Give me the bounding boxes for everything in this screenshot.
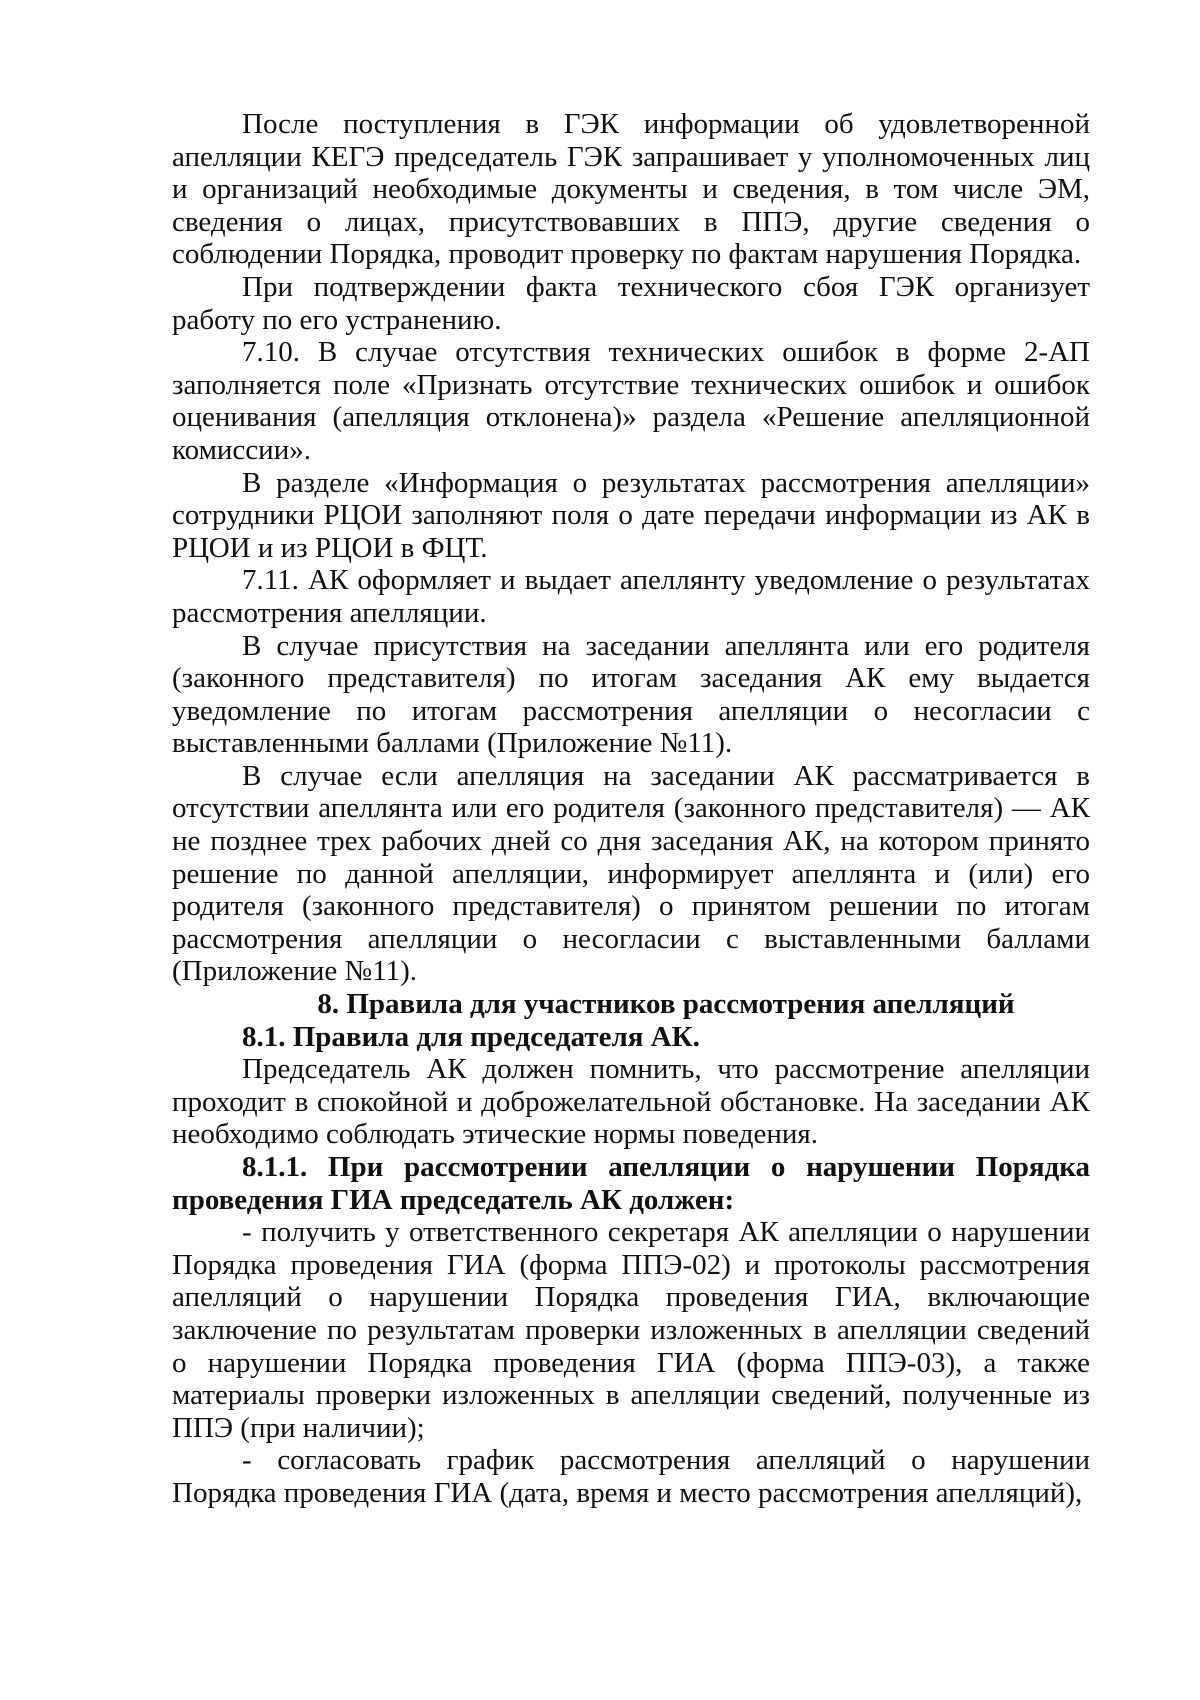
subsection-8-1-1-heading: 8.1.1. При рассмотрении апелляции о нарушении Порядка проведения ГИА председатель АК должен: <box>172 1151 1090 1216</box>
paragraph-absence: В случае если апелляция на заседании АК рассматривается в отсутствии апеллянта или его родителя (законного представителя) — АК не позднее трех рабочих дней со дня заседания АК, на котором принято решение по данной апелляции, информирует апеллянта и (или) его родителя (законного представителя) о принятом решении по итогам рассмотрения апелляции о несогласии с выставленными баллами (Приложение №11). <box>172 759 1090 988</box>
subsection-8-1-text: Председатель АК должен помнить, что рассмотрение апелляции проходит в спокойной и доброжелательной обстановке. На заседании АК необходимо соблюдать этические нормы поведения. <box>172 1053 1090 1151</box>
section-8-heading: 8. Правила для участников рассмотрения апелляций <box>317 988 1015 1021</box>
paragraph-tech-failure: При подтверждении факта технического сбоя ГЭК организует работу по его устранению. <box>172 270 1090 336</box>
paragraph-7-11: 7.11. АК оформляет и выдает апеллянту уведомление о результатах рассмотрения апелляции. <box>172 564 1090 629</box>
list-item-agree-schedule: - согласовать график рассмотрения апелляций о нарушении Порядка проведения ГИА (дата, время и место рассмотрения апелляций), <box>172 1444 1090 1509</box>
subsection-8-1-heading: 8.1. Правила для председателя АК. <box>242 1020 700 1053</box>
paragraph-gek-info: После поступления в ГЭК информации об удовлетворенной апелляции КЕГЭ председатель ГЭК запрашивает у уполномоченных лиц и организаций необходимые документы и сведения, в том числе ЭМ, сведения о лицах, присутствовавших в ППЭ, другие сведения о соблюдении Порядка, проводит проверку по фактам нарушения Порядка. <box>172 108 1090 271</box>
paragraph-rcoi-info: В разделе «Информация о результатах рассмотрения апелляции» сотрудники РЦОИ заполняют поля о дате передачи информации из АК в РЦОИ и из РЦОИ в ФЦТ. <box>172 466 1090 564</box>
paragraph-7-10: 7.10. В случае отсутствия технических ошибок в форме 2-АП заполняется поле «Признать отсутствие технических ошибок и ошибок оценивания (апелляция отклонена)» раздела «Решение апелляционной комиссии». <box>172 336 1090 466</box>
list-item-obtain-documents: - получить у ответственного секретаря АК апелляции о нарушении Порядка проведения ГИА (форма ППЭ-02) и протоколы рассмотрения апелляций о нарушении Порядка проведения ГИА, включающие заключение по результатам проверки изложенных в апелляции сведений о нарушении Порядка проведения ГИА (форма ППЭ-03), а также материалы проверки изложенных в апелляции сведений, полученные из ППЭ (при наличии); <box>172 1216 1090 1444</box>
document-body <box>172 108 1090 1510</box>
paragraph-presence: В случае присутствия на заседании апеллянта или его родителя (законного представителя) по итогам заседания АК ему выдается уведомление по итогам рассмотрения апелляции о несогласии с выставленными баллами (Приложение №11). <box>172 629 1090 760</box>
